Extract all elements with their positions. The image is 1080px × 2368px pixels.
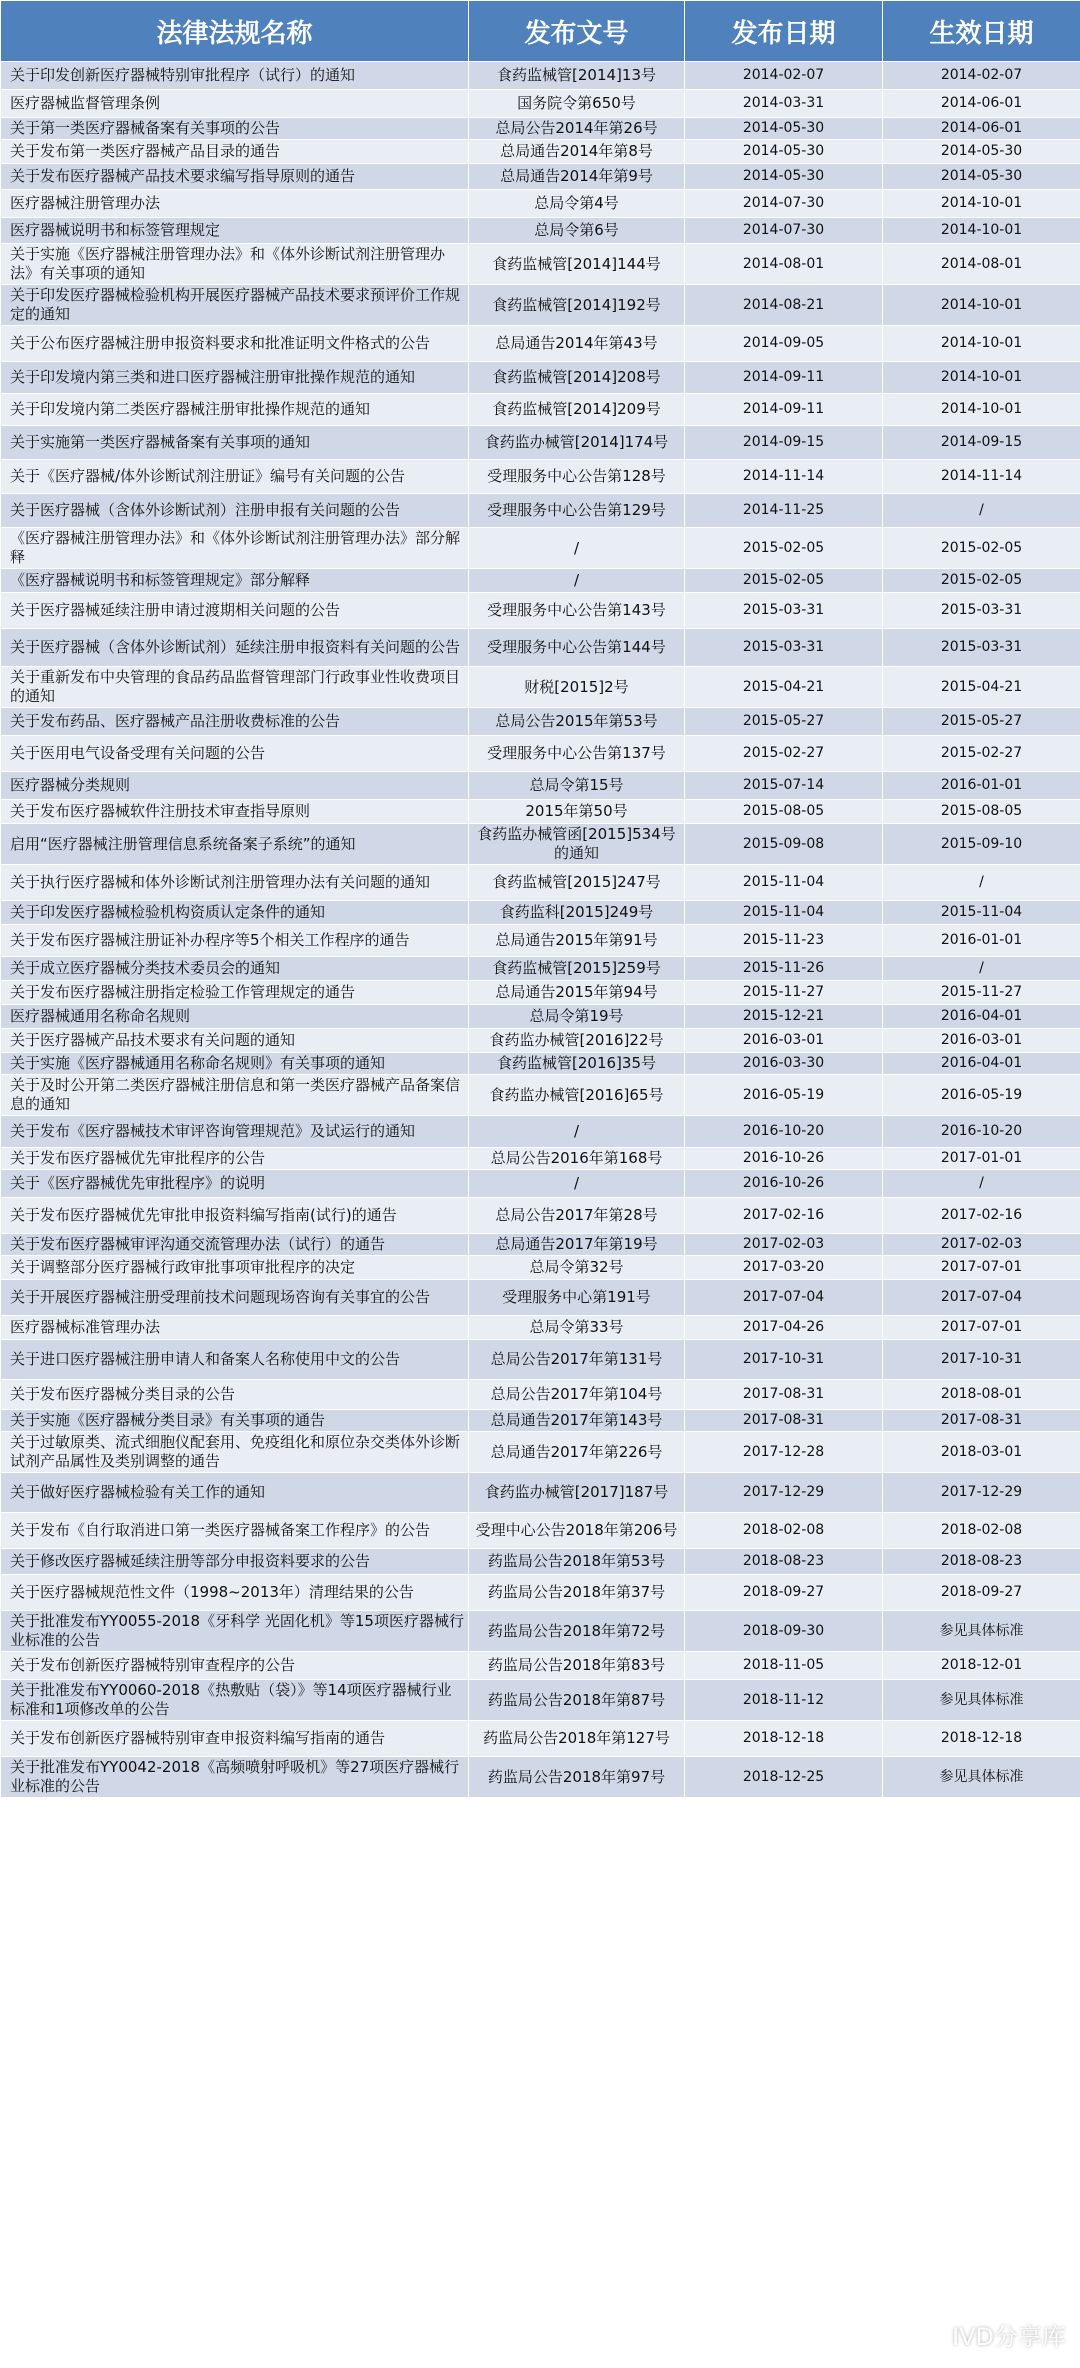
- cell-published-date: 2016-10-26: [685, 1148, 883, 1170]
- cell-published-date: 2015-03-31: [685, 593, 883, 629]
- cell-published-date: 2014-07-30: [685, 218, 883, 244]
- table-row: [1, 1611, 1080, 1652]
- cell-effective-date: 2015-05-27: [883, 708, 1080, 736]
- table-row: [1, 1680, 1080, 1721]
- cell-name: 《医疗器械注册管理办法》和《体外诊断试剂注册管理办法》部分解释: [1, 528, 469, 569]
- cell-published-date: 2015-11-23: [685, 925, 883, 957]
- cell-number: 受理服务中心公告第128号: [469, 460, 685, 494]
- cell-name: 关于进口医疗器械注册申请人和备案人名称使用中文的公告: [1, 1340, 469, 1380]
- cell-number: /: [469, 528, 685, 569]
- table-row: [1, 285, 1080, 326]
- table-row: [1, 1075, 1080, 1116]
- table-row: [1, 1549, 1080, 1575]
- cell-name: 关于实施《医疗器械通用名称命名规则》有关事项的通知: [1, 1053, 469, 1075]
- cell-effective-date: 2015-02-05: [883, 569, 1080, 593]
- cell-effective-date: 2016-04-01: [883, 1005, 1080, 1029]
- watermark: [910, 2317, 1066, 2352]
- cell-name: 关于发布创新医疗器械特别审查程序的公告: [1, 1652, 469, 1680]
- cell-name: 关于发布药品、医疗器械产品注册收费标准的公告: [1, 708, 469, 736]
- cell-effective-date: 2014-10-01: [883, 190, 1080, 218]
- cell-effective-date: 2014-05-30: [883, 140, 1080, 164]
- table-row: [1, 494, 1080, 528]
- table-row: [1, 394, 1080, 426]
- cell-number: 食药监械管[2014]13号: [469, 62, 685, 90]
- cell-effective-date: /: [883, 865, 1080, 901]
- cell-number: 总局通告2014年第8号: [469, 140, 685, 164]
- table-row: [1, 1053, 1080, 1075]
- cell-published-date: 2017-04-26: [685, 1316, 883, 1340]
- cell-name: 关于实施第一类医疗器械备案有关事项的通知: [1, 426, 469, 460]
- cell-number: 财税[2015]2号: [469, 667, 685, 708]
- cell-number: 总局通告2014年第43号: [469, 326, 685, 362]
- cell-effective-date: 2014-11-14: [883, 460, 1080, 494]
- cell-published-date: 2016-10-26: [685, 1170, 883, 1198]
- cell-number: 总局令第6号: [469, 218, 685, 244]
- table-row: [1, 981, 1080, 1005]
- cell-name: 关于重新发布中央管理的食品药品监督管理部门行政事业性收费项目的通知: [1, 667, 469, 708]
- cell-number: 食药监办械管[2017]187号: [469, 1473, 685, 1513]
- table-row: [1, 1234, 1080, 1256]
- table-row: [1, 244, 1080, 285]
- cell-number: 总局通告2017年第143号: [469, 1410, 685, 1432]
- cell-published-date: 2015-02-27: [685, 736, 883, 772]
- cell-name: 关于医疗器械（含体外诊断试剂）注册申报有关问题的公告: [1, 494, 469, 528]
- table-row: [1, 667, 1080, 708]
- cell-number: 食药监办械管[2014]174号: [469, 426, 685, 460]
- cell-effective-date: 2014-10-01: [883, 362, 1080, 394]
- table-row: [1, 1280, 1080, 1316]
- cell-number: 总局通告2014年第9号: [469, 164, 685, 190]
- cell-effective-date: 2014-05-30: [883, 164, 1080, 190]
- cell-effective-date: 2017-12-29: [883, 1473, 1080, 1513]
- cell-number: 总局令第32号: [469, 1256, 685, 1280]
- cell-published-date: 2015-12-21: [685, 1005, 883, 1029]
- cell-name: 关于批准发布YY0055-2018《牙科学 光固化机》等15项医疗器械行业标准的公告: [1, 1611, 469, 1652]
- cell-name: 关于实施《医疗器械分类目录》有关事项的通告: [1, 1410, 469, 1432]
- cell-published-date: 2014-11-25: [685, 494, 883, 528]
- cell-name: 关于第一类医疗器械备案有关事项的公告: [1, 118, 469, 140]
- table-row: [1, 326, 1080, 362]
- table-row: [1, 140, 1080, 164]
- cell-number: /: [469, 1170, 685, 1198]
- cell-effective-date: 2016-05-19: [883, 1075, 1080, 1116]
- table-row: [1, 1116, 1080, 1148]
- cell-published-date: 2014-08-01: [685, 244, 883, 285]
- cell-name: 关于公布医疗器械注册申报资料要求和批准证明文件格式的公告: [1, 326, 469, 362]
- table-row: [1, 1652, 1080, 1680]
- cell-published-date: 2017-08-31: [685, 1380, 883, 1410]
- cell-published-date: 2015-07-14: [685, 772, 883, 800]
- cell-published-date: 2016-03-01: [685, 1029, 883, 1053]
- cell-number: 总局通告2017年第19号: [469, 1234, 685, 1256]
- table-row: [1, 629, 1080, 667]
- cell-published-date: 2018-09-27: [685, 1575, 883, 1611]
- cell-name: 关于印发医疗器械检验机构开展医疗器械产品技术要求预评价工作规定的通知: [1, 285, 469, 326]
- watermark-text: IVD分享库: [952, 2323, 1066, 2351]
- cell-name: 关于批准发布YY0042-2018《高频喷射呼吸机》等27项医疗器械行业标准的公告: [1, 1757, 469, 1798]
- header-number: 发布文号: [469, 1, 685, 62]
- cell-effective-date: 2017-02-16: [883, 1198, 1080, 1234]
- cell-number: 食药监械管[2015]259号: [469, 957, 685, 981]
- cell-published-date: 2015-11-26: [685, 957, 883, 981]
- cell-name: 关于医用电气设备受理有关问题的公告: [1, 736, 469, 772]
- cell-published-date: 2018-11-12: [685, 1680, 883, 1721]
- cell-effective-date: 2014-10-01: [883, 394, 1080, 426]
- cell-published-date: 2014-09-15: [685, 426, 883, 460]
- cell-number: 药监局公告2018年第83号: [469, 1652, 685, 1680]
- cell-effective-date: 2015-09-10: [883, 824, 1080, 865]
- cell-published-date: 2017-12-28: [685, 1432, 883, 1473]
- table-row: [1, 1198, 1080, 1234]
- cell-number: 受理服务中心公告第129号: [469, 494, 685, 528]
- cell-effective-date: 2014-10-01: [883, 218, 1080, 244]
- cell-effective-date: 2018-08-01: [883, 1380, 1080, 1410]
- cell-effective-date: 2017-07-04: [883, 1280, 1080, 1316]
- cell-published-date: 2014-08-21: [685, 285, 883, 326]
- cell-name: 关于发布医疗器械优先审批申报资料编写指南(试行)的通告: [1, 1198, 469, 1234]
- chat-bubbles-icon: [910, 2318, 944, 2352]
- cell-name: 关于发布创新医疗器械特别审查申报资料编写指南的通告: [1, 1721, 469, 1757]
- cell-published-date: 2014-05-30: [685, 164, 883, 190]
- cell-effective-date: 2017-01-01: [883, 1148, 1080, 1170]
- table-row: [1, 736, 1080, 772]
- cell-number: 食药监办械管[2016]65号: [469, 1075, 685, 1116]
- cell-name: 关于医疗器械（含体外诊断试剂）延续注册申报资料有关问题的公告: [1, 629, 469, 667]
- table-row: [1, 90, 1080, 118]
- cell-published-date: 2015-03-31: [685, 629, 883, 667]
- cell-name: 关于《医疗器械优先审批程序》的说明: [1, 1170, 469, 1198]
- cell-name: 关于修改医疗器械延续注册等部分申报资料要求的公告: [1, 1549, 469, 1575]
- cell-number: 食药监械管[2014]209号: [469, 394, 685, 426]
- cell-name: 关于医疗器械延续注册申请过渡期相关问题的公告: [1, 593, 469, 629]
- cell-name: 医疗器械标准管理办法: [1, 1316, 469, 1340]
- cell-published-date: 2014-02-07: [685, 62, 883, 90]
- table-row: [1, 569, 1080, 593]
- cell-effective-date: 2018-09-27: [883, 1575, 1080, 1611]
- cell-effective-date: 2017-07-01: [883, 1316, 1080, 1340]
- table-row: [1, 925, 1080, 957]
- table-body: [1, 62, 1080, 1798]
- table-row: [1, 593, 1080, 629]
- table-row: [1, 62, 1080, 90]
- cell-effective-date: 2016-10-20: [883, 1116, 1080, 1148]
- cell-published-date: 2014-09-11: [685, 362, 883, 394]
- cell-effective-date: 2018-02-08: [883, 1513, 1080, 1549]
- cell-name: 关于印发境内第三类和进口医疗器械注册审批操作规范的通知: [1, 362, 469, 394]
- cell-published-date: 2018-09-30: [685, 1611, 883, 1652]
- cell-name: 关于做好医疗器械检验有关工作的通知: [1, 1473, 469, 1513]
- table-row: [1, 1170, 1080, 1198]
- cell-number: 总局公告2015年第53号: [469, 708, 685, 736]
- cell-name: 关于印发境内第二类医疗器械注册审批操作规范的通知: [1, 394, 469, 426]
- cell-name: 关于医疗器械规范性文件（1998~2013年）清理结果的公告: [1, 1575, 469, 1611]
- cell-name: 关于发布医疗器械产品技术要求编写指导原则的通告: [1, 164, 469, 190]
- cell-number: 受理服务中心第191号: [469, 1280, 685, 1316]
- header-row: [1, 1, 1080, 62]
- cell-name: 关于及时公开第二类医疗器械注册信息和第一类医疗器械产品备案信息的通知: [1, 1075, 469, 1116]
- cell-number: 总局公告2017年第28号: [469, 1198, 685, 1234]
- cell-effective-date: 2017-02-03: [883, 1234, 1080, 1256]
- cell-published-date: 2015-09-08: [685, 824, 883, 865]
- cell-effective-date: 2015-02-27: [883, 736, 1080, 772]
- cell-number: 食药监科[2015]249号: [469, 901, 685, 925]
- cell-name: 关于发布医疗器械软件注册技术审查指导原则: [1, 800, 469, 824]
- table-row: [1, 800, 1080, 824]
- cell-published-date: 2018-12-18: [685, 1721, 883, 1757]
- cell-number: 食药监械管[2014]208号: [469, 362, 685, 394]
- table-row: [1, 1473, 1080, 1513]
- cell-name: 关于过敏原类、流式细胞仪配套用、免疫组化和原位杂交类体外诊断试剂产品属性及类别调整的通告: [1, 1432, 469, 1473]
- cell-published-date: 2017-03-20: [685, 1256, 883, 1280]
- cell-published-date: 2015-02-05: [685, 528, 883, 569]
- cell-effective-date: 2014-06-01: [883, 118, 1080, 140]
- cell-name: 医疗器械注册管理办法: [1, 190, 469, 218]
- cell-name: 关于发布医疗器械分类目录的公告: [1, 1380, 469, 1410]
- cell-number: 食药监械管[2015]247号: [469, 865, 685, 901]
- cell-effective-date: /: [883, 957, 1080, 981]
- cell-published-date: 2017-10-31: [685, 1340, 883, 1380]
- cell-effective-date: 参见具体标准: [883, 1757, 1080, 1798]
- cell-name: 关于发布第一类医疗器械产品目录的通告: [1, 140, 469, 164]
- cell-effective-date: 2018-12-18: [883, 1721, 1080, 1757]
- cell-name: 关于发布医疗器械优先审批程序的公告: [1, 1148, 469, 1170]
- cell-number: /: [469, 569, 685, 593]
- cell-effective-date: 2014-06-01: [883, 90, 1080, 118]
- cell-published-date: 2018-12-25: [685, 1757, 883, 1798]
- cell-number: 药监局公告2018年第37号: [469, 1575, 685, 1611]
- cell-number: 总局通告2017年第226号: [469, 1432, 685, 1473]
- cell-number: 受理服务中心公告第144号: [469, 629, 685, 667]
- cell-effective-date: 2014-08-01: [883, 244, 1080, 285]
- cell-name: 医疗器械分类规则: [1, 772, 469, 800]
- table-row: [1, 1256, 1080, 1280]
- cell-published-date: 2014-03-31: [685, 90, 883, 118]
- cell-number: 总局令第19号: [469, 1005, 685, 1029]
- cell-effective-date: 2015-02-05: [883, 528, 1080, 569]
- cell-effective-date: 2017-10-31: [883, 1340, 1080, 1380]
- cell-published-date: 2017-08-31: [685, 1410, 883, 1432]
- header-name: 法律法规名称: [1, 1, 469, 62]
- table-row: [1, 460, 1080, 494]
- cell-name: 关于发布医疗器械审评沟通交流管理办法（试行）的通告: [1, 1234, 469, 1256]
- cell-published-date: 2017-02-16: [685, 1198, 883, 1234]
- table-row: [1, 1340, 1080, 1380]
- cell-number: 食药监械管[2016]35号: [469, 1053, 685, 1075]
- cell-effective-date: 2015-11-27: [883, 981, 1080, 1005]
- table-row: [1, 1513, 1080, 1549]
- cell-name: 关于《医疗器械/体外诊断试剂注册证》编号有关问题的公告: [1, 460, 469, 494]
- table-row: [1, 901, 1080, 925]
- cell-number: 总局令第33号: [469, 1316, 685, 1340]
- table-row: [1, 957, 1080, 981]
- table-row: [1, 528, 1080, 569]
- cell-published-date: 2018-02-08: [685, 1513, 883, 1549]
- table-row: [1, 1029, 1080, 1053]
- cell-number: 总局公告2017年第131号: [469, 1340, 685, 1380]
- cell-published-date: 2015-11-04: [685, 901, 883, 925]
- cell-published-date: 2014-05-30: [685, 118, 883, 140]
- cell-number: 药监局公告2018年第97号: [469, 1757, 685, 1798]
- cell-number: 受理服务中心公告第143号: [469, 593, 685, 629]
- table-row: [1, 118, 1080, 140]
- table-row: [1, 1148, 1080, 1170]
- table-row: [1, 1410, 1080, 1432]
- cell-effective-date: 2017-07-01: [883, 1256, 1080, 1280]
- cell-effective-date: 2014-10-01: [883, 285, 1080, 326]
- cell-name: 关于成立医疗器械分类技术委员会的通知: [1, 957, 469, 981]
- cell-number: 药监局公告2018年第72号: [469, 1611, 685, 1652]
- cell-number: 总局公告2016年第168号: [469, 1148, 685, 1170]
- cell-number: 食药监械管[2014]144号: [469, 244, 685, 285]
- cell-published-date: 2014-09-11: [685, 394, 883, 426]
- cell-name: 关于发布医疗器械注册指定检验工作管理规定的通告: [1, 981, 469, 1005]
- cell-number: 总局令第4号: [469, 190, 685, 218]
- cell-effective-date: 2014-10-01: [883, 326, 1080, 362]
- cell-published-date: 2014-07-30: [685, 190, 883, 218]
- cell-effective-date: /: [883, 1170, 1080, 1198]
- cell-published-date: 2015-11-27: [685, 981, 883, 1005]
- cell-number: 食药监办械管函[2015]534号的通知: [469, 824, 685, 865]
- table-row: [1, 865, 1080, 901]
- header-published-date: 发布日期: [685, 1, 883, 62]
- cell-published-date: 2014-09-05: [685, 326, 883, 362]
- table-row: [1, 1380, 1080, 1410]
- cell-number: 总局公告2014年第26号: [469, 118, 685, 140]
- cell-published-date: 2015-05-27: [685, 708, 883, 736]
- cell-published-date: 2018-11-05: [685, 1652, 883, 1680]
- table-row: [1, 426, 1080, 460]
- cell-name: 医疗器械通用名称命名规则: [1, 1005, 469, 1029]
- cell-effective-date: 参见具体标准: [883, 1680, 1080, 1721]
- cell-published-date: 2014-11-14: [685, 460, 883, 494]
- cell-name: 关于开展医疗器械注册受理前技术问题现场咨询有关事宜的公告: [1, 1280, 469, 1316]
- table-row: [1, 1757, 1080, 1798]
- cell-effective-date: /: [883, 494, 1080, 528]
- cell-number: 受理服务中心公告第137号: [469, 736, 685, 772]
- cell-number: 总局通告2015年第91号: [469, 925, 685, 957]
- cell-number: 食药监械管[2014]192号: [469, 285, 685, 326]
- cell-number: 国务院令第650号: [469, 90, 685, 118]
- cell-effective-date: 2015-03-31: [883, 629, 1080, 667]
- cell-published-date: 2015-04-21: [685, 667, 883, 708]
- cell-number: 食药监办械管[2016]22号: [469, 1029, 685, 1053]
- cell-published-date: 2015-02-05: [685, 569, 883, 593]
- cell-effective-date: 2018-03-01: [883, 1432, 1080, 1473]
- cell-effective-date: 2015-11-04: [883, 901, 1080, 925]
- cell-number: 总局公告2017年第104号: [469, 1380, 685, 1410]
- table-row: [1, 164, 1080, 190]
- table-row: [1, 1316, 1080, 1340]
- table-row: [1, 1575, 1080, 1611]
- cell-effective-date: 2016-01-01: [883, 925, 1080, 957]
- cell-effective-date: 2016-04-01: [883, 1053, 1080, 1075]
- cell-name: 关于发布《医疗器械技术审评咨询管理规范》及试运行的通知: [1, 1116, 469, 1148]
- table-row: [1, 772, 1080, 800]
- cell-published-date: 2017-02-03: [685, 1234, 883, 1256]
- cell-name: 关于调整部分医疗器械行政审批事项审批程序的决定: [1, 1256, 469, 1280]
- cell-published-date: 2017-07-04: [685, 1280, 883, 1316]
- cell-number: 总局通告2015年第94号: [469, 981, 685, 1005]
- cell-name: 关于印发医疗器械检验机构资质认定条件的通知: [1, 901, 469, 925]
- cell-name: 医疗器械监督管理条例: [1, 90, 469, 118]
- cell-published-date: 2018-08-23: [685, 1549, 883, 1575]
- cell-name: 关于发布医疗器械注册证补办程序等5个相关工作程序的通告: [1, 925, 469, 957]
- table-row: [1, 824, 1080, 865]
- table-row: [1, 708, 1080, 736]
- cell-effective-date: 2016-01-01: [883, 772, 1080, 800]
- table-row: [1, 1721, 1080, 1757]
- cell-effective-date: 2014-02-07: [883, 62, 1080, 90]
- table-row: [1, 362, 1080, 394]
- table-row: [1, 1005, 1080, 1029]
- cell-name: 关于发布《自行取消进口第一类医疗器械备案工作程序》的公告: [1, 1513, 469, 1549]
- cell-name: 关于医疗器械产品技术要求有关问题的通知: [1, 1029, 469, 1053]
- cell-name: 启用“医疗器械注册管理信息系统备案子系统”的通知: [1, 824, 469, 865]
- cell-number: 药监局公告2018年第127号: [469, 1721, 685, 1757]
- cell-effective-date: 2016-03-01: [883, 1029, 1080, 1053]
- cell-effective-date: 2018-08-23: [883, 1549, 1080, 1575]
- cell-published-date: 2014-05-30: [685, 140, 883, 164]
- cell-published-date: 2016-05-19: [685, 1075, 883, 1116]
- cell-name: 关于批准发布YY0060-2018《热敷贴（袋）》等14项医疗器械行业标准和1项修改单的公告: [1, 1680, 469, 1721]
- cell-name: 医疗器械说明书和标签管理规定: [1, 218, 469, 244]
- cell-number: /: [469, 1116, 685, 1148]
- cell-name: 关于实施《医疗器械注册管理办法》和《体外诊断试剂注册管理办法》有关事项的通知: [1, 244, 469, 285]
- cell-effective-date: 参见具体标准: [883, 1611, 1080, 1652]
- cell-published-date: 2015-08-05: [685, 800, 883, 824]
- table-row: [1, 218, 1080, 244]
- cell-effective-date: 2017-08-31: [883, 1410, 1080, 1432]
- cell-published-date: 2016-03-30: [685, 1053, 883, 1075]
- cell-number: 2015年第50号: [469, 800, 685, 824]
- header-effective-date: 生效日期: [883, 1, 1080, 62]
- cell-effective-date: 2014-09-15: [883, 426, 1080, 460]
- cell-published-date: 2015-11-04: [685, 865, 883, 901]
- cell-name: 《医疗器械说明书和标签管理规定》部分解释: [1, 569, 469, 593]
- cell-number: 药监局公告2018年第53号: [469, 1549, 685, 1575]
- cell-effective-date: 2018-12-01: [883, 1652, 1080, 1680]
- table-row: [1, 190, 1080, 218]
- cell-number: 药监局公告2018年第87号: [469, 1680, 685, 1721]
- cell-effective-date: 2015-03-31: [883, 593, 1080, 629]
- cell-name: 关于印发创新医疗器械特别审批程序（试行）的通知: [1, 62, 469, 90]
- cell-effective-date: 2015-08-05: [883, 800, 1080, 824]
- cell-name: 关于执行医疗器械和体外诊断试剂注册管理办法有关问题的通知: [1, 865, 469, 901]
- cell-published-date: 2017-12-29: [685, 1473, 883, 1513]
- cell-effective-date: 2015-04-21: [883, 667, 1080, 708]
- table-row: [1, 1432, 1080, 1473]
- cell-published-date: 2016-10-20: [685, 1116, 883, 1148]
- cell-number: 受理中心公告2018年第206号: [469, 1513, 685, 1549]
- cell-number: 总局令第15号: [469, 772, 685, 800]
